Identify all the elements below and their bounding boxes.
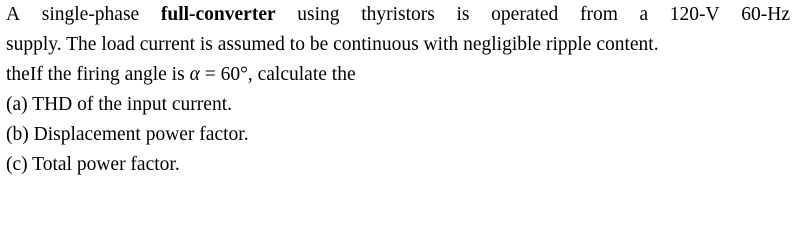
word: is — [456, 4, 470, 25]
paragraph-line-1 — [6, 0, 790, 30]
word: a — [639, 4, 649, 25]
line-3-prefix: theIf the firing angle is — [6, 64, 190, 85]
bold-term-full-converter: full-converter — [160, 4, 276, 25]
word: A — [6, 4, 21, 25]
word: 60-Hz — [741, 4, 790, 25]
word: using — [297, 4, 340, 25]
question-item-c: (c) Total power factor. — [6, 154, 180, 175]
word: operated — [491, 4, 559, 25]
question-item-b: (b) Displacement power factor. — [6, 124, 249, 145]
word: from — [579, 4, 618, 25]
word: 120-V — [669, 4, 720, 25]
line-3-suffix: = 60°, calculate the — [199, 64, 356, 85]
paragraph-line-2: supply. The load current is assumed to be continuous with negligible ripple content. — [6, 34, 659, 55]
word: single-phase — [41, 4, 140, 25]
alpha-symbol: α — [189, 64, 200, 85]
problem-paragraph — [6, 0, 801, 180]
paragraph-line-3 — [6, 60, 801, 90]
question-item-a: (a) THD of the input current. — [6, 94, 232, 115]
word: thyristors — [361, 4, 435, 25]
